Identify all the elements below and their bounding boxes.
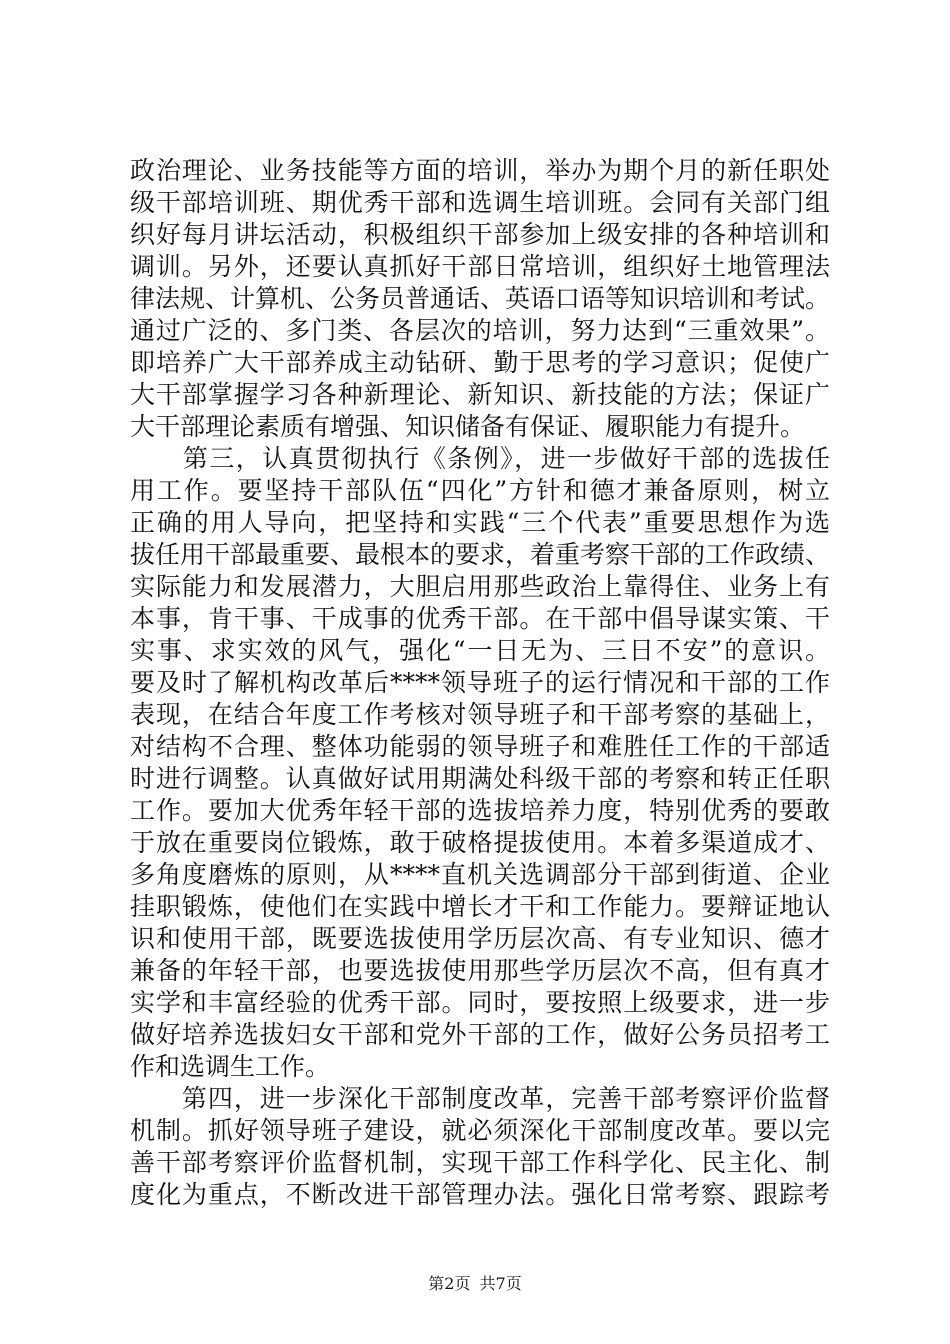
document-body xyxy=(130,155,830,1211)
text-line: 大干部掌握学习各种新理论、新知识、新技能的方法；保证广 xyxy=(130,380,830,409)
text-line: 律法规、计算机、公务员普通话、英语口语等知识培训和考试。 xyxy=(130,284,831,313)
text-line: 正确的用人导向，把坚持和实践“三个代表”重要思想作为选 xyxy=(130,508,830,537)
text-line: 政治理论、业务技能等方面的培训，举办为期个月的新任职处 xyxy=(130,156,830,185)
text-line: 机制。抓好领导班子建设，就必须深化干部制度改革。要以完 xyxy=(130,1116,830,1145)
page-total: 共7页 xyxy=(479,1274,522,1293)
text-line: 工作。要加大优秀年轻干部的选拔培养力度，特别优秀的要敢 xyxy=(130,796,830,825)
text-line: 对结构不合理、整体功能弱的领导班子和难胜任工作的干部适 xyxy=(130,732,830,761)
text-line: 本事，肯干事、干成事的优秀干部。在干部中倡导谋实策、干 xyxy=(130,604,830,633)
text-line: 调训。另外，还要认真抓好干部日常培训，组织好土地管理法 xyxy=(130,252,830,281)
text-line: 作和选调生工作。 xyxy=(130,1052,331,1081)
text-line: 度化为重点，不断改进干部管理办法。强化日常考察、跟踪考 xyxy=(130,1180,830,1209)
text-line: 大干部理论素质有增强、知识储备有保证、履职能力有提升。 xyxy=(130,412,806,441)
text-line: 即培养广大干部养成主动钻研、勤于思考的学习意识；促使广 xyxy=(130,348,830,377)
text-line: 用工作。要坚持干部队伍“四化”方针和德才兼备原则，树立 xyxy=(130,476,830,505)
text-line: 级干部培训班、期优秀干部和选调生培训班。会同有关部门组 xyxy=(130,188,830,217)
page-number: 第2页 xyxy=(428,1274,471,1293)
text-line: 第四，进一步深化干部制度改革，完善干部考察评价监督 xyxy=(130,1084,830,1113)
text-line: 实事、求实效的风气，强化“一日无为、三日不安”的意识。 xyxy=(130,636,830,665)
text-line: 多角度磨炼的原则，从****直机关选调部分干部到街道、企业 xyxy=(130,860,830,889)
text-line: 实际能力和发展潜力，大胆启用那些政治上靠得住、业务上有 xyxy=(130,572,830,601)
text-line: 通过广泛的、多门类、各层次的培训，努力达到“三重效果”。 xyxy=(130,316,830,345)
text-line: 要及时了解机构改革后****领导班子的运行情况和干部的工作 xyxy=(130,668,830,697)
text-line: 表现，在结合年度工作考核对领导班子和干部考察的基础上， xyxy=(130,700,830,729)
text-line: 时进行调整。认真做好试用期满处科级干部的考察和转正任职 xyxy=(130,764,830,793)
text-line: 善干部考察评价监督机制，实现干部工作科学化、民主化、制 xyxy=(130,1148,830,1177)
text-line: 做好培养选拔妇女干部和党外干部的工作，做好公务员招考工 xyxy=(130,1020,830,1049)
text-line: 实学和丰富经验的优秀干部。同时，要按照上级要求，进一步 xyxy=(130,988,830,1017)
text-line: 兼备的年轻干部，也要选拔使用那些学历层次不高，但有真才 xyxy=(130,956,830,985)
text-line: 于放在重要岗位锻炼，敢于破格提拔使用。本着多渠道成才、 xyxy=(130,828,830,857)
text-line: 挂职锻炼，使他们在实践中增长才干和工作能力。要辩证地认 xyxy=(130,892,830,921)
text-line: 拔任用干部最重要、最根本的要求，着重考察干部的工作政绩、 xyxy=(130,540,831,569)
text-line: 织好每月讲坛活动，积极组织干部参加上级安排的各种培训和 xyxy=(130,220,830,249)
page-footer xyxy=(0,1274,950,1294)
text-line: 识和使用干部，既要选拔使用学历层次高、有专业知识、德才 xyxy=(130,924,830,953)
text-line: 第三，认真贯彻执行《条例》，进一步做好干部的选拔任 xyxy=(130,444,830,473)
